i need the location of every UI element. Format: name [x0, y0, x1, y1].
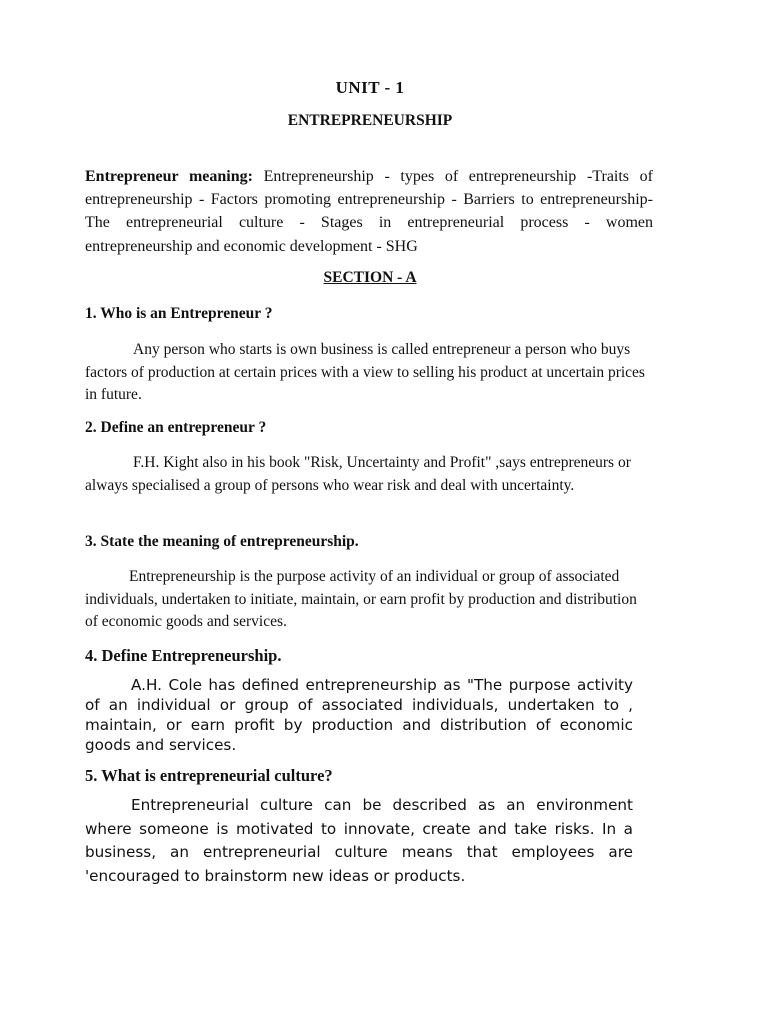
section-heading: SECTION - A [323, 269, 417, 286]
answer-1 [85, 339, 645, 407]
intro-paragraph [85, 165, 653, 258]
answer-4-text: A.H. Cole has defined entrepreneurship as "The purpose activity of an individual or group of associated individuals, undertaken to , maintain, or earn profit by production and distribution of economic goods and services. [85, 676, 633, 754]
answer-3 [85, 566, 645, 634]
page-title: ENTREPRENEURSHIP [287, 112, 453, 129]
answer-2-text: F.H. Kight also in his book "Risk, Uncertainty and Profit" ,says entrepreneurs or always specialised a group of persons who wear risk and deal with uncertainty. [85, 454, 631, 494]
answer-5 [85, 794, 633, 888]
answer-4 [85, 675, 633, 755]
question-4: 4. Define Entrepreneurship. [85, 646, 282, 665]
answer-5-text: Entrepreneurial culture can be described as an environment where someone is motivated to innovate, create and take risks. In a business, an entrepreneurial culture means that employees are 'encouraged to brainstorm new ideas or products. [85, 796, 633, 885]
intro-text: Entrepreneurship - types of entrepreneurship -Traits of entrepreneurship - Factors promoting entrepreneurship - Barriers to entrepreneurship- The entrepreneurial culture - Stages in entrepreneurial process - women entrepreneurship and economic development - SHG [85, 168, 653, 255]
question-1: 1. Who is an Entrepreneur ? [85, 305, 273, 322]
question-2: 2. Define an entrepreneur ? [85, 419, 267, 436]
intro-lead: Entrepreneur meaning: [85, 168, 253, 185]
unit-heading: UNIT - 1 [335, 78, 405, 97]
question-3: 3. State the meaning of entrepreneurship. [85, 533, 359, 550]
answer-2 [85, 452, 645, 497]
question-5: 5. What is entrepreneurial culture? [85, 766, 333, 785]
answer-1-text: Any person who starts is own business is called entrepreneur a person who buys factors of production at certain prices with a view to selling his product at uncertain prices in future. [85, 341, 645, 403]
answer-3-text: Entrepreneurship is the purpose activity of an individual or group of associated individuals, undertaken to initiate, maintain, or earn profit by production and distribution of economic goods and services. [85, 568, 637, 630]
